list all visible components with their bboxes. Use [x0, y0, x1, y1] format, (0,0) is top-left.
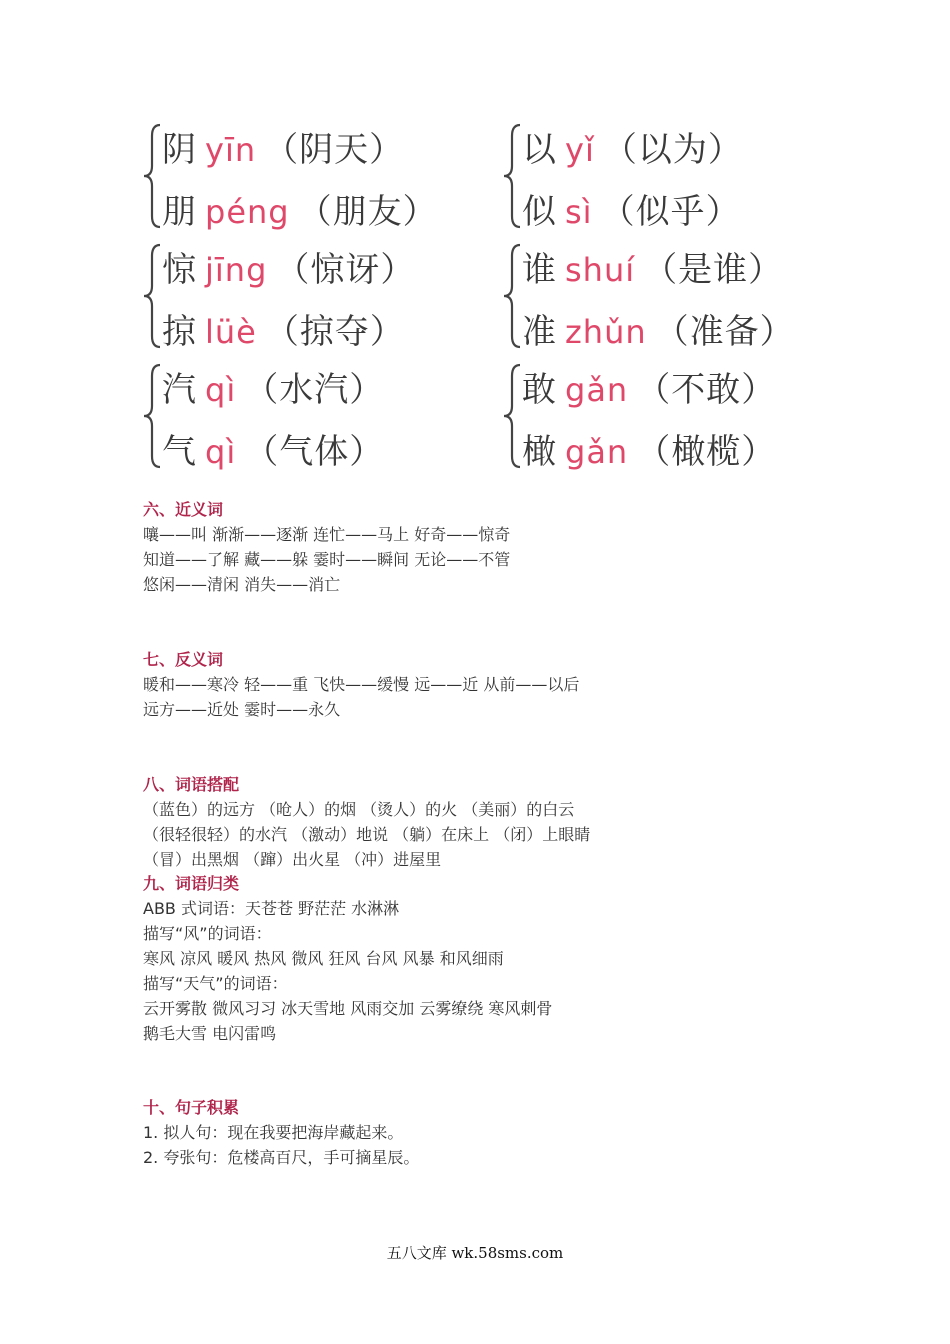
section-heading: 九、词语归类 [143, 874, 240, 893]
section-sentences [143, 1096, 843, 1170]
char-row: 谁 shuí （是谁） [522, 250, 784, 290]
footer-watermark: 五八文库 wk.58sms.com [386, 1244, 564, 1262]
section-line: 描写“风”的词语： [143, 924, 272, 943]
section-line: 云开雾散 微风习习 冰天雪地 风雨交加 云雾缭绕 寒风刺骨 [143, 999, 553, 1018]
char-row: 阴 yīn （阴天） [162, 130, 405, 170]
section-collocations [143, 773, 843, 872]
section-line: 1. 拟人句：现在我要把海岸藏起来。 [143, 1123, 404, 1142]
char-pair [500, 358, 800, 474]
section-line: 2. 夸张句：危楼高百尺，手可摘星辰。 [143, 1148, 420, 1167]
char-pair [500, 118, 800, 234]
section-line: （冒）出黑烟 （蹿）出火星 （冲）进屋里 [143, 850, 442, 869]
section-heading: 七、反义词 [143, 650, 224, 669]
section-line: 悠闲——清闲 消失——消亡 [143, 575, 341, 594]
char-row: 似 sì （似乎） [522, 192, 741, 232]
char-pair [500, 238, 800, 354]
char-row: 准 zhǔn （准备） [522, 312, 795, 352]
section-line: 嚷——叫 渐渐——逐渐 连忙——马上 好奇——惊奇 [143, 525, 511, 544]
section-heading: 十、句子积累 [143, 1098, 240, 1117]
section-line: 知道——了解 藏——躲 霎时——瞬间 无论——不管 [143, 550, 511, 569]
section-synonyms [143, 498, 843, 597]
section-line: 暖和——寒冷 轻——重 飞快——缓慢 远——近 从前——以后 [143, 675, 580, 694]
char-row: 橄 gǎn （橄榄） [522, 432, 777, 472]
char-row: 气 qì （气体） [162, 432, 385, 472]
char-row: 汽 qì （水汽） [162, 370, 385, 410]
section-line: 远方——近处 霎时——永久 [143, 700, 341, 719]
section-line: ABB 式词语：天苍苍 野茫茫 水淋淋 [143, 899, 400, 918]
section-line: （蓝色）的远方 （呛人）的烟 （烫人）的火 （美丽）的白云 [143, 800, 575, 819]
char-pair [140, 358, 440, 474]
char-row: 惊 jīng （惊讶） [162, 250, 416, 290]
char-row: 朋 péng （朋友） [162, 192, 438, 232]
section-classification [143, 872, 843, 1046]
char-pair [140, 118, 440, 234]
section-line: 寒风 凉风 暖风 热风 微风 狂风 台风 风暴 和风细雨 [143, 949, 504, 968]
section-line: （很轻很轻）的水汽 （激动）地说 （躺）在床上 （闭）上眼睛 [143, 825, 591, 844]
char-pair [140, 238, 440, 354]
section-heading: 八、词语搭配 [143, 775, 240, 794]
section-line: 鹅毛大雪 电闪雷鸣 [143, 1024, 277, 1043]
char-row: 敢 gǎn （不敢） [522, 370, 777, 410]
char-row: 掠 lüè （掠夺） [162, 312, 405, 352]
section-antonyms [143, 648, 843, 722]
section-heading: 六、近义词 [143, 500, 224, 519]
char-row: 以 yǐ （以为） [522, 130, 743, 170]
character-pairs [140, 118, 795, 480]
section-line: 描写“天气”的词语： [143, 974, 288, 993]
